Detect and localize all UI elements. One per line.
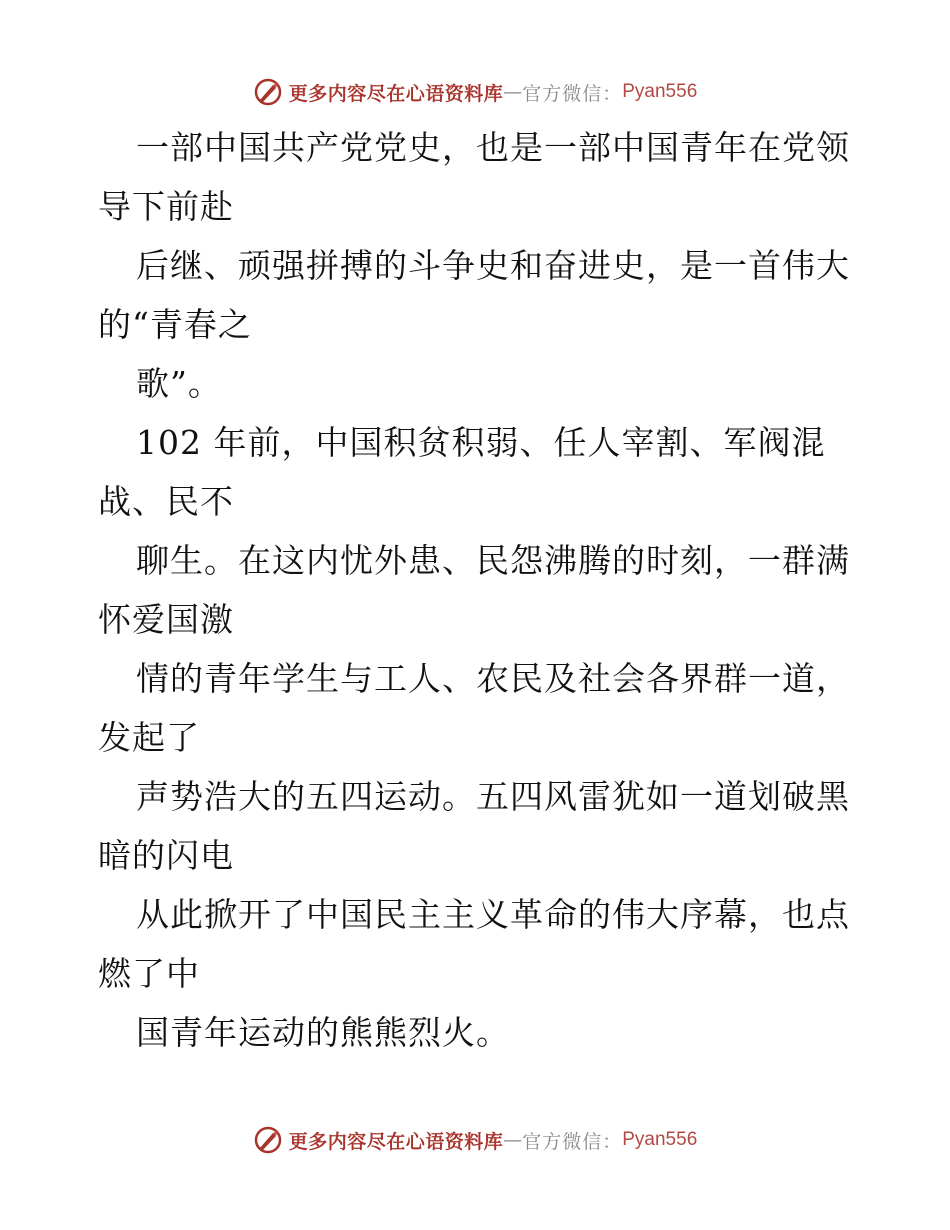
text-line: 一部中国共产党党史，也是一部中国青年在党领 [136,128,850,167]
watermark-brand-text: 更多内容尽在心语资料库 [288,82,504,105]
text-line: 情的青年学生与工人、农民及社会各界群一道， [136,659,850,698]
text-line: 暗的闪电 [98,836,234,875]
watermark-wechat-id: Pyan556 [622,81,698,102]
text-line: 战、民不 [98,482,234,521]
text-line: 从此掀开了中国民主主义革命的伟大序幕，也点 [136,895,850,934]
text-line: 歌”。 [136,364,222,403]
watermark-official-label: 官方微信： [522,1130,623,1153]
text-line: 燃了中 [98,954,200,993]
text-line: 国青年运动的熊熊烈火。 [136,1013,510,1052]
quill-logo-icon [253,77,283,107]
text-line: 102 年前，中国积贫积弱、任人宰割、军阀混 [136,423,826,462]
quill-logo-icon [253,1125,283,1155]
text-line: 发起了 [98,718,200,757]
watermark-brand-text: 更多内容尽在心语资料库 [288,1130,504,1153]
header-watermark [0,72,950,112]
text-line: 导下前赴 [98,187,234,226]
footer-watermark [0,1120,950,1160]
text-line: 后继、顽强拼搏的斗争史和奋进史，是一首伟大 [136,246,850,285]
text-line: 怀爱国激 [98,600,234,639]
text-line: 的“青春之 [98,305,252,344]
watermark-wechat-id: Pyan556 [622,1129,698,1150]
document-body [98,118,868,1062]
watermark-official-label: 官方微信： [522,82,623,105]
watermark-dash: — [503,1129,523,1151]
watermark-dash: — [503,81,523,103]
text-line: 聊生。在这内忧外患、民怨沸腾的时刻，一群满 [136,541,850,580]
text-line: 声势浩大的五四运动。五四风雷犹如一道划破黑 [136,777,850,816]
